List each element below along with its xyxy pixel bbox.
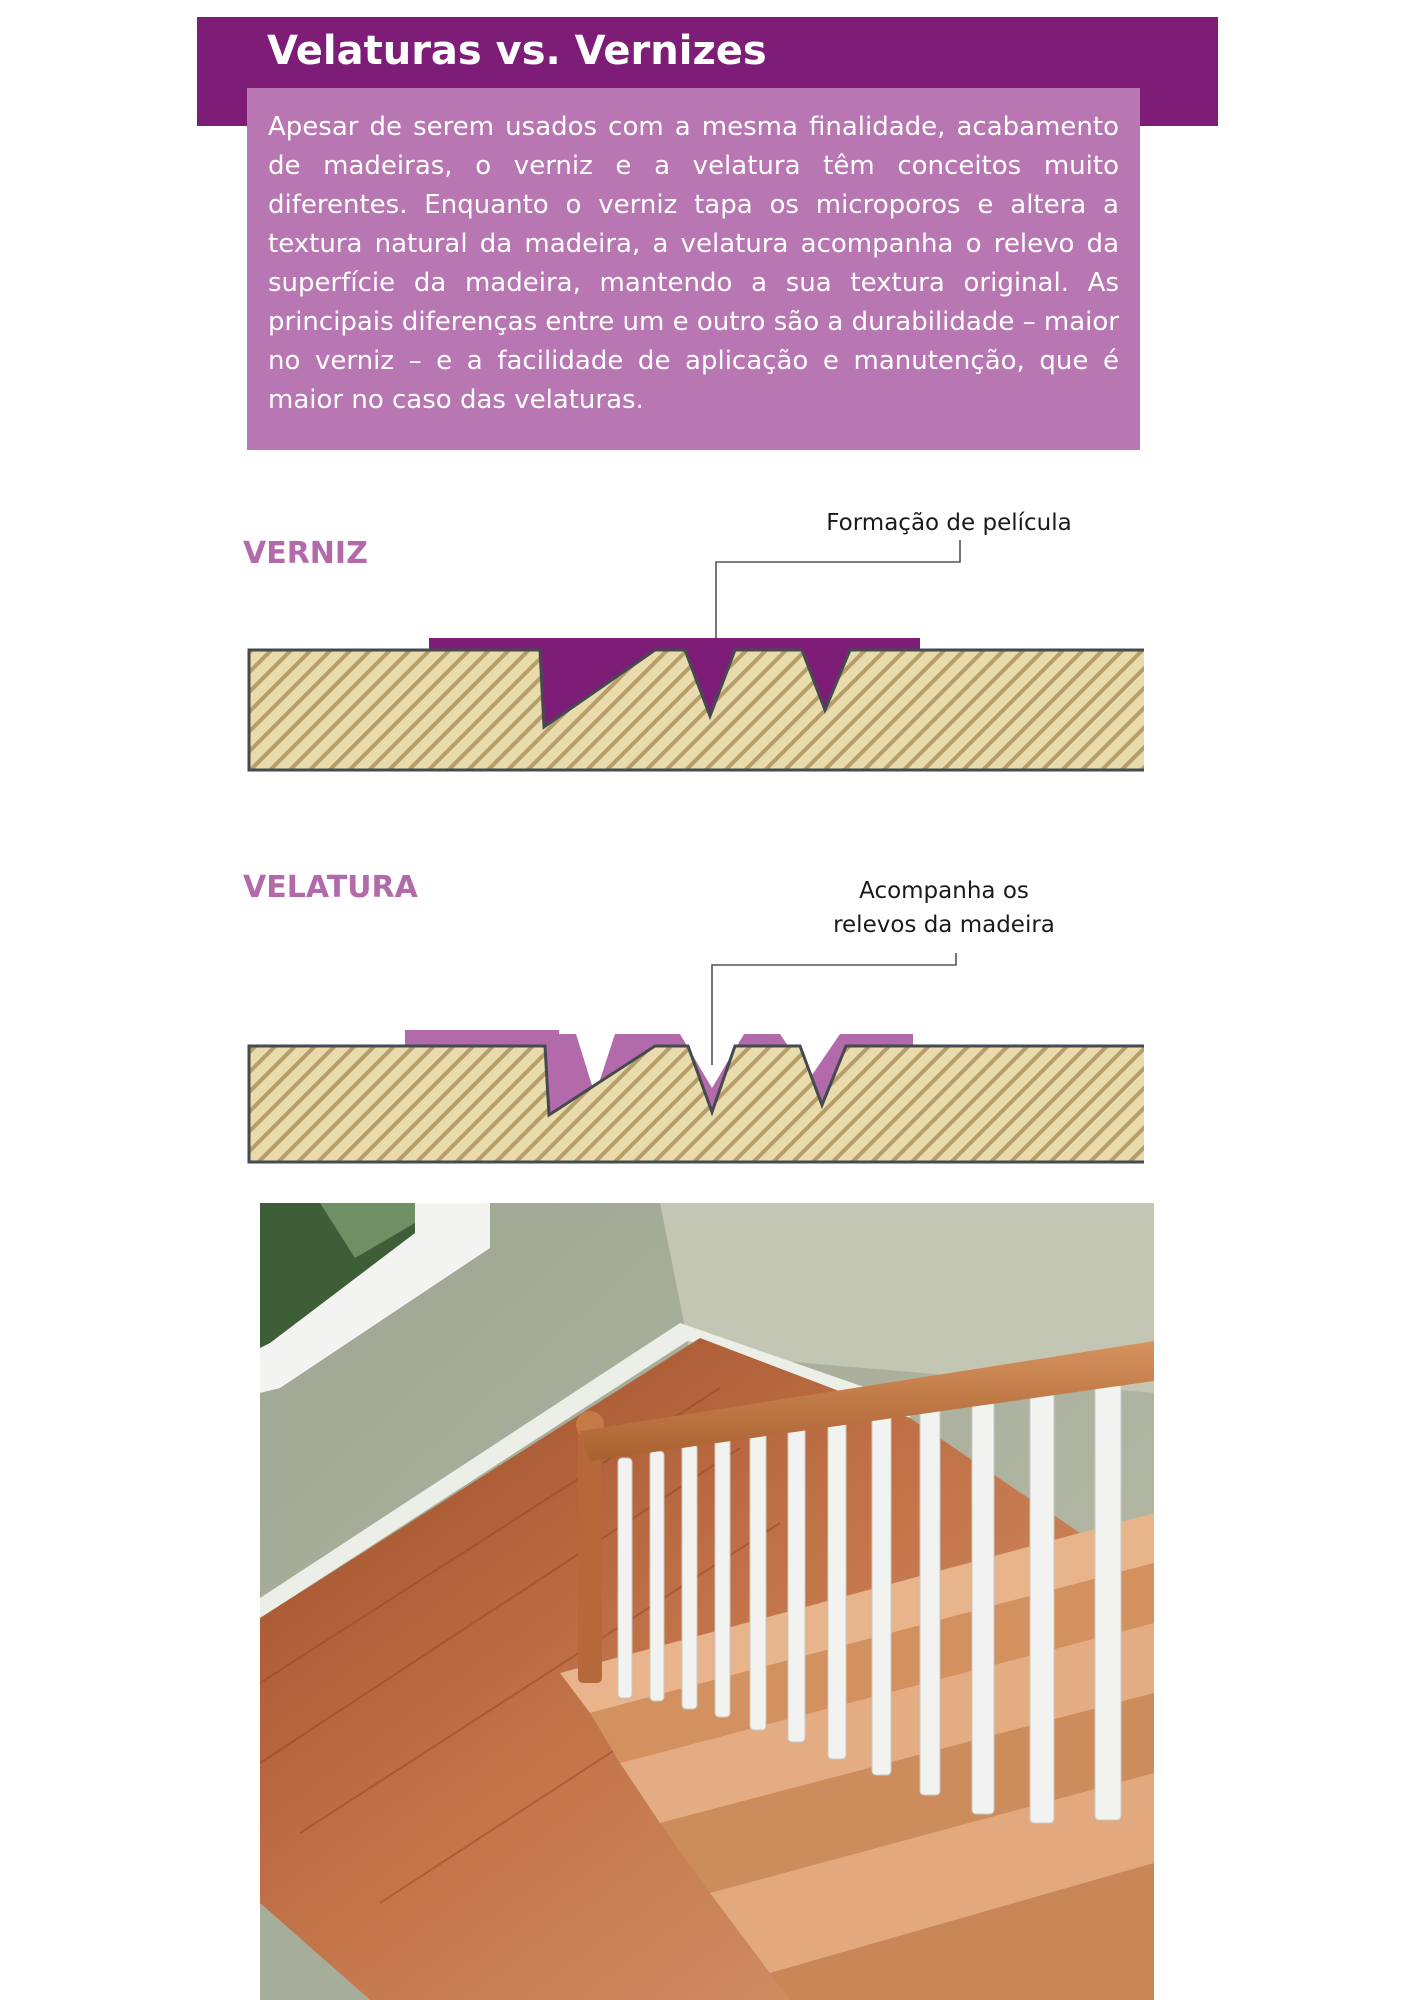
verniz-leader-line <box>716 540 960 652</box>
intro-text: Apesar de serem usados com a mesma finalidade, acabamento de madeiras, o verniz e a velatura têm conceitos muito diferentes. Enquanto o verniz tapa os microporos e altera a textura natural da madeira, a velatura acompanha o relevo da superfície da madeira, mantendo a sua textura original. As principais diferenças entre um e outro são a durabilidade – maior no verniz – e a facilidade de aplicação e manutenção, que é maior no caso das velaturas. <box>268 112 1119 415</box>
velatura-label: VELATURA <box>243 870 418 905</box>
velatura-diagram <box>240 940 1144 1170</box>
velatura-annotation-line2: relevos da madeira <box>833 912 1055 938</box>
newel-post <box>578 1428 602 1683</box>
verniz-annotation: Formação de película <box>826 510 1072 536</box>
page-title: Velaturas vs. Vernizes <box>267 28 767 74</box>
verniz-diagram <box>240 540 1144 780</box>
intro-box <box>247 88 1140 450</box>
velatura-annotation <box>804 874 1084 942</box>
staircase-photo <box>260 1203 1154 2000</box>
verniz-label: VERNIZ <box>243 536 368 571</box>
velatura-annotation-line1: Acompanha os <box>859 878 1029 904</box>
